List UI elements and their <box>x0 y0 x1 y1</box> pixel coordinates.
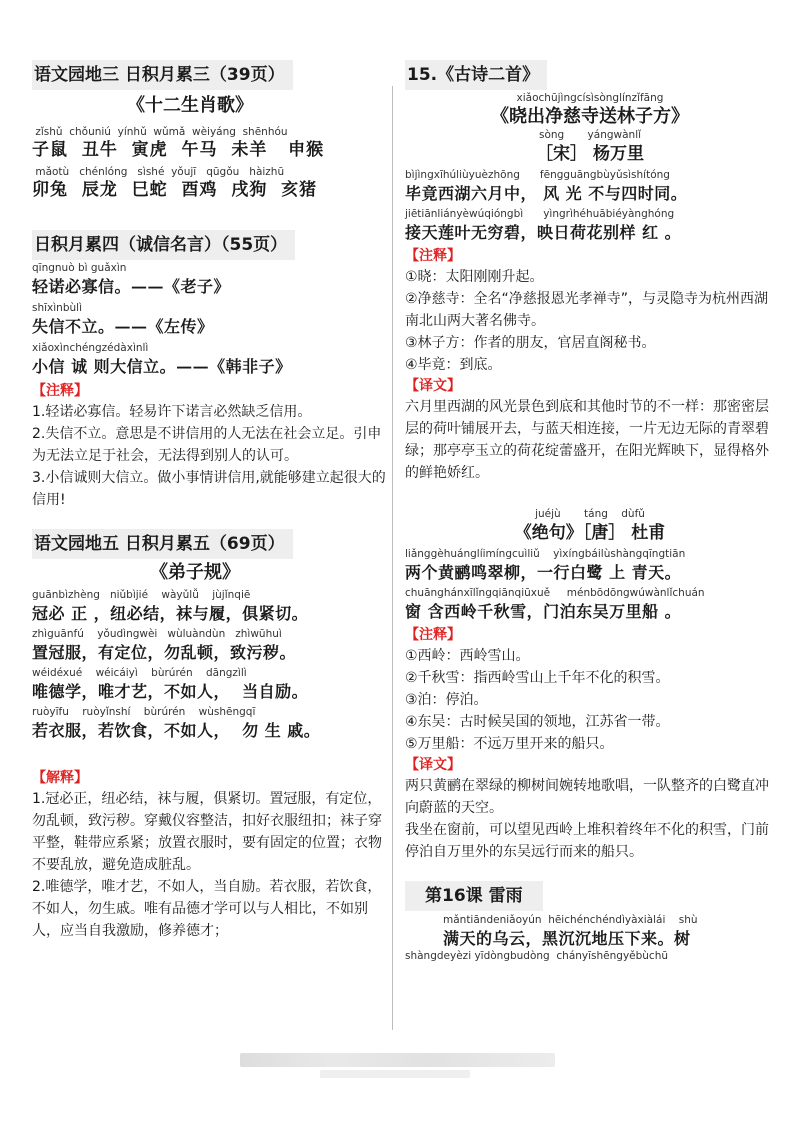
note-item: 1.轻诺必寡信。轻易许下诺言必然缺乏信用。 <box>32 404 312 420</box>
pinyin-line: zhìguānfú yǒudìngwèi wùluàndùn zhìwūhuì <box>32 628 282 640</box>
hanzi-line: 唯德学，唯才艺，不如人， 当自励。 <box>32 682 309 701</box>
pinyin-line: jiētiānliányèwúqióngbì yìngrìhéhuābiéyànghóng <box>405 208 675 220</box>
poet-pinyin: sòng yángwànlǐ <box>538 129 642 141</box>
note-label: 【注释】 <box>405 248 461 264</box>
poem-xiaochu <box>405 92 775 484</box>
poem-jueju <box>405 508 775 863</box>
pinyin-line: mǎntiāndeniǎoyún hēichénchéndìyàxiàlái shù <box>443 914 698 926</box>
right-column <box>405 60 775 963</box>
pinyin-line: chuānghánxīlǐngqiānqiūxuě ménbōdōngwúwànlǐchuán <box>405 587 705 599</box>
note-item: ①晓：太阳刚刚升起。 <box>405 269 544 285</box>
pinyin-line: wéidéxué wéicáiyì bùrúrén dāngzìlì <box>32 667 247 679</box>
pinyin-line: zǐshǔ chǒuniú yínhǔ wǔmǎ wèiyáng shēnhóu <box>32 126 288 138</box>
hanzi-line: 窗 含西岭千秋雪，门泊东吴万里船 。 <box>405 602 682 621</box>
translation-text: 两只黄鹂在翠绿的柳树间婉转地歌唱，一队整齐的白鹭直冲向蔚蓝的天空。 <box>405 778 769 816</box>
section-leiyu <box>405 881 775 963</box>
explain-label: 【解释】 <box>32 770 88 786</box>
note-item: ①西岭：西岭雪山。 <box>405 648 530 664</box>
translation-label: 【译文】 <box>405 378 461 394</box>
section-chengxin <box>32 230 388 511</box>
note-label: 【注释】 <box>405 627 461 643</box>
pinyin-line: guānbìzhèng niǔbìjié wàyǔlǚ jùjǐnqiē <box>32 589 251 601</box>
note-item: ④东吴：古时候吴国的领地，江苏省一带。 <box>405 714 670 730</box>
note-label: 【注释】 <box>32 383 88 399</box>
note-item: ③林子方：作者的朋友，官居直阁秘书。 <box>405 335 656 351</box>
quote-line: 失信不立。——《左传》 <box>32 317 214 336</box>
translation-text: 我坐在窗前，可以望见西岭上堆积着终年不化的积雪，门前停泊自万里外的东吴远行而来的船只。 <box>405 822 769 860</box>
note-item: ④毕竟：到底。 <box>405 357 502 373</box>
explain-item: 1.冠必正，纽必结，袜与履，俱紧切。置冠服，有定位，勿乱顿，致污秽。穿戴仪容整洁，扣好衣服纽扣；袜子穿平整，鞋带应系紧；放置衣服时，要有固定的位置；衣物不要乱放，避免造成脏乱。 <box>32 791 382 873</box>
translation-label: 【译文】 <box>405 757 461 773</box>
pinyin-line: shàngdeyèzi yīdòngbudòng chányīshēngyěbùchū <box>405 950 669 962</box>
hanzi-line: 接天莲叶无穷碧，映日荷花别样 红 。 <box>405 223 682 242</box>
pinyin-line: bìjìngxīhúliùyuèzhōng fēngguāngbùyǔsìshítóng <box>405 169 670 181</box>
section-dizigui <box>32 529 388 942</box>
note-item: 3.小信诚则大信立。做小事情讲信用,就能够建立起很大的信用! <box>32 470 386 508</box>
poet-name: ［宋］ 杨万里 <box>536 144 644 164</box>
note-item: 2.失信不立。意思是不讲信用的人无法在社会立足。引申为无法立足于社会，无法得到别人的认可。 <box>32 426 382 464</box>
hanzi-line: 若衣服，若饮食，不如人， 勿 生 戚。 <box>32 721 321 740</box>
pinyin-line: shīxìnbùlì <box>32 302 82 314</box>
hanzi-line: 置冠服，有定位，勿乱顿，致污秽。 <box>32 643 297 662</box>
section-shengxiao <box>32 60 388 202</box>
note-item: ②净慈寺：全名“净慈报恩光孝禅寺”，与灵隐寺为杭州西湖南北山两大著名佛寺。 <box>405 291 769 329</box>
pinyin-line: xiǎoxìnchéngzédàxìnlì <box>32 342 149 354</box>
title-pinyin: xiǎochūjìngcísìsònglínzǐfāng <box>516 92 664 104</box>
section-heading: 第16课 雷雨 <box>405 881 543 911</box>
section-gushi <box>405 60 775 863</box>
poem-title: 《晓出净慈寺送林子方》 <box>491 106 689 127</box>
blurred-footer-sub <box>320 1070 470 1078</box>
poem-title: 《绝句》［唐］ 杜甫 <box>514 523 666 543</box>
note-item: ③泊：停泊。 <box>405 692 488 708</box>
pinyin-line: mǎotù chénlóng sìshé yǒujī qūgǒu hàizhū <box>32 166 285 178</box>
quote-line: 小信 诚 则大信立。——《韩非子》 <box>32 357 292 376</box>
pinyin-line: liǎnggèhuánglíimíngcuìliǔ yìxíngbáilùshàngqīngtiān <box>405 548 686 560</box>
section-heading: 日积月累四（诚信名言）（55页） <box>32 230 295 260</box>
note-item: ⑤万里船：不远万里开来的船只。 <box>405 736 614 752</box>
pinyin-line: ruòyīfu ruòyǐnshí bùrúrén wùshēngqī <box>32 706 256 718</box>
pinyin-line: qīngnuò bì guǎxìn <box>32 262 127 274</box>
section-heading: 15.《古诗二首》 <box>405 60 547 90</box>
hanzi-line: 子鼠 丑牛 寅虎 午马 未羊 申猴 <box>32 140 325 160</box>
blurred-footer <box>240 1053 555 1067</box>
column-divider <box>392 86 393 1030</box>
hanzi-line: 两个黄鹂鸣翠柳，一行白鹭 上 青天。 <box>405 563 682 582</box>
hanzi-line: 毕竟西湖六月中， 风 光 不与四时同。 <box>405 184 688 203</box>
left-column <box>32 60 388 942</box>
poem-title: 《弟子规》 <box>150 562 240 583</box>
hanzi-line: 冠必 正 ，纽必结，袜与履，俱紧切。 <box>32 604 309 623</box>
section-heading: 语文园地五 日积月累五（69页） <box>32 529 293 559</box>
translation-text: 六月里西湖的风光景色到底和其他时节的不一样：那密密层层的荷叶铺展开去，与蓝天相连接，一片无边无际的青翠碧绿；那亭亭玉立的荷花绽蕾盛开，在阳光辉映下，显得格外的鲜艳娇红。 <box>405 399 769 481</box>
hanzi-line: 卯兔 辰龙 巳蛇 酉鸡 戌狗 亥猪 <box>32 180 318 200</box>
section-heading: 语文园地三 日积月累三（39页） <box>32 60 293 90</box>
title-pinyin: juéjù táng dùfǔ <box>535 508 645 520</box>
note-item: ②千秋雪：指西岭雪山上千年不化的积雪。 <box>405 670 670 686</box>
hanzi-line: 满天的乌云，黑沉沉地压下来。树 <box>443 929 691 948</box>
explain-item: 2.唯德学，唯才艺，不如人，当自励。若衣服，若饮食，不如人，勿生戚。唯有品德才学可以与人相比，不如别人，应当自我激励，修养德才； <box>32 879 382 939</box>
poem-title: 《十二生肖歌》 <box>127 95 253 116</box>
quote-line: 轻诺必寡信。——《老子》 <box>32 277 231 296</box>
